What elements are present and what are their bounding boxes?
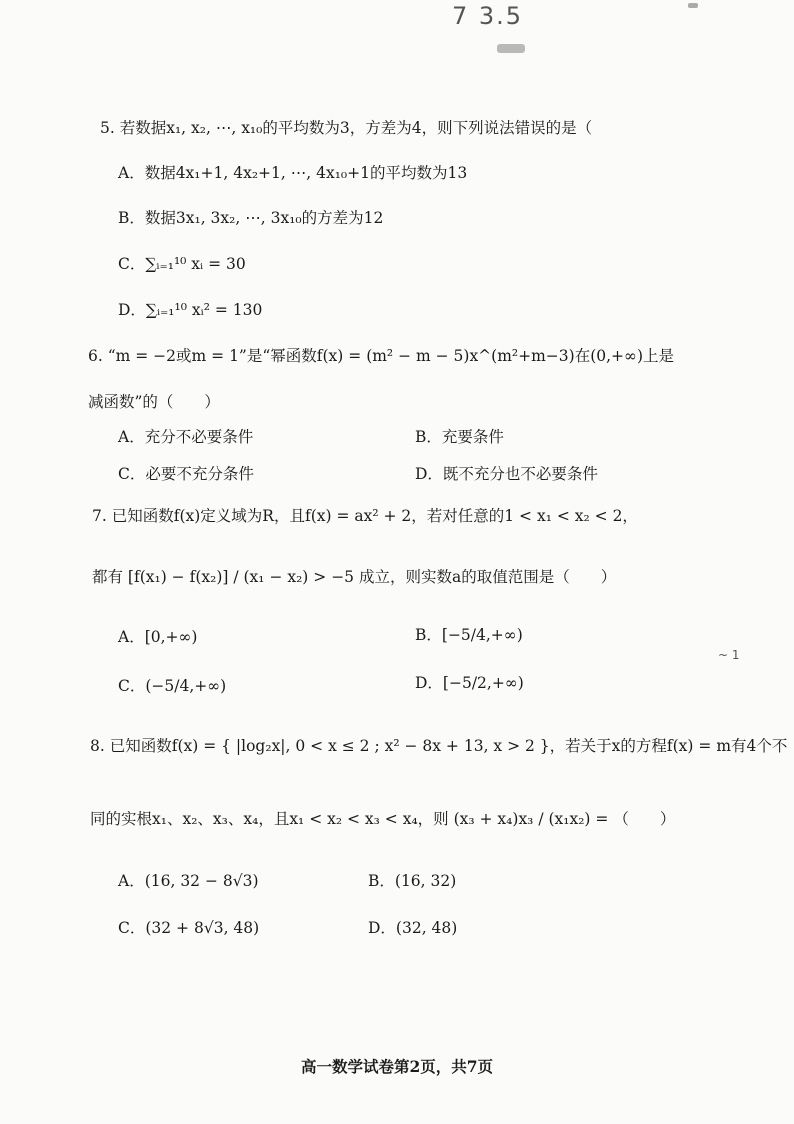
handwritten-note: 7 3.5 (452, 2, 524, 30)
q5-option-d: D．∑ᵢ₌₁¹⁰ xᵢ² = 130 (118, 301, 263, 319)
q8-option-a: A．(16, 32 − 8√3) (118, 872, 259, 890)
q5-option-a: A．数据4x₁+1, 4x₂+1, ⋯, 4x₁₀+1的平均数为13 (118, 164, 468, 182)
q6-stem: 6. “m = −2或m = 1”是“幂函数f(x) = (m² − m − 5)x^(m²+m−3)在(0,+∞)上是 (88, 347, 674, 365)
q8-stem-continued: 同的实根x₁、x₂、x₃、x₄，且x₁ < x₂ < x₃ < x₄，则 (x₃ + x₄)x₃ / (x₁x₂) = （ ） (90, 810, 676, 828)
q5-option-c: C．∑ᵢ₌₁¹⁰ xᵢ = 30 (118, 255, 246, 273)
page-footer: 高一数学试卷第2页，共7页 (300, 1057, 494, 1076)
corner-smudge (688, 3, 698, 8)
q7-option-a: A．[0,+∞) (118, 628, 198, 646)
ink-smudge (497, 44, 525, 53)
margin-mark: ~ 1 (718, 648, 740, 662)
q6-option-a: A．充分不必要条件 (118, 428, 254, 446)
q5-option-b: B．数据3x₁, 3x₂, ⋯, 3x₁₀的方差为12 (118, 209, 384, 227)
q7-option-c: C．(−5/4,+∞) (118, 677, 227, 695)
q5-stem: 5. 若数据x₁, x₂, ⋯, x₁₀的平均数为3，方差为4，则下列说法错误的是（ (100, 119, 593, 137)
q6-option-b: B．充要条件 (415, 428, 504, 446)
q7-stem-continued: 都有 [f(x₁) − f(x₂)] / (x₁ − x₂) > −5 成立，则实数a的取值范围是（ ） (92, 568, 617, 586)
q6-stem-continued: 减函数”的（ ） (88, 393, 220, 411)
q8-stem: 8. 已知函数f(x) = { |log₂x|, 0 < x ≤ 2 ; x² − 8x + 13, x > 2 }，若关于x的方程f(x) = m有4个不 (90, 737, 788, 755)
q6-option-c: C．必要不充分条件 (118, 465, 254, 483)
q8-option-c: C．(32 + 8√3, 48) (118, 919, 260, 937)
q7-option-b: B．[−5/4,+∞) (415, 626, 523, 644)
q6-option-d: D．既不充分也不必要条件 (415, 465, 598, 483)
q8-option-b: B．(16, 32) (368, 872, 457, 890)
q7-stem: 7. 已知函数f(x)定义域为R，且f(x) = ax² + 2，若对任意的1 < x₁ < x₂ < 2， (92, 507, 638, 525)
q7-option-d: D．[−5/2,+∞) (415, 674, 524, 692)
q8-option-d: D．(32, 48) (368, 919, 458, 937)
